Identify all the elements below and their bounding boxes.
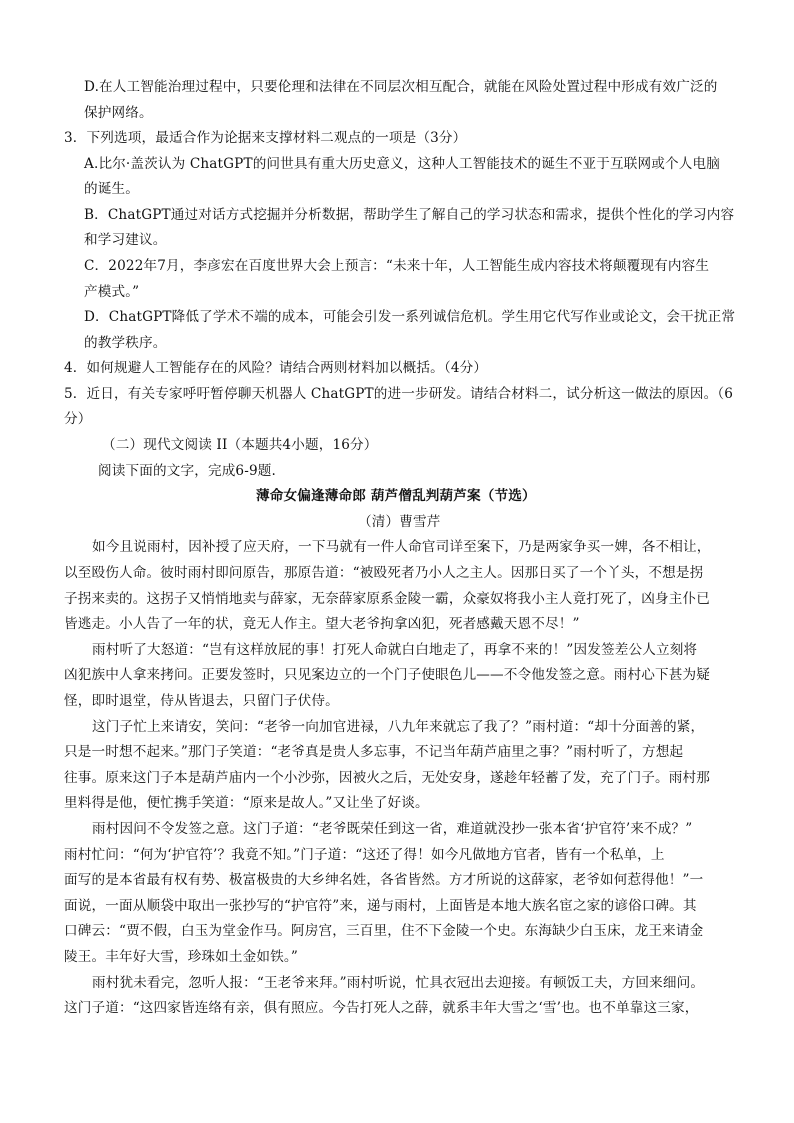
text-line: 雨村忙问：“何为‘护官符’？我竟不知。”门子道：“这还了得！如今凡做地方官者，皆有一个私单，上 [64, 847, 665, 863]
passage-title: 薄命女偏逢薄命郎 葫芦僧乱判葫芦案（节选） [256, 488, 536, 504]
text-line: 凶犯族中人拿来拷问。正要发签时，只见案边立的一个门子使眼色儿——不令他发签之意。雨村心下甚为疑 [64, 667, 710, 683]
text-line: 面说，一面从顺袋中取出一张抄写的“护官符”来，递与雨村，上面皆是本地大族名宦之家的谚俗口碑。其 [64, 898, 697, 914]
text-line: 口碑云：“贾不假，白玉为堂金作马。阿房宫，三百里，住不下金陵一个史。东海缺少白玉床，龙王来请金 [64, 923, 704, 939]
text-line: D.在人工智能治理过程中，只要伦理和法律在不同层次相互配合，就能在风险处置过程中形成有效广泛的 [84, 79, 718, 95]
text-line: 3．下列选项，最适合作为论据来支撑材料二观点的一项是（3分） [64, 130, 467, 146]
text-line: 阅读下面的文字，完成6-9题. [98, 463, 276, 479]
text-line: 以至殴伤人命。彼时雨村即问原告，那原告道：“被殴死者乃小人之主人。因那日买了一个丫头，不想是拐 [64, 565, 704, 581]
text-line: 和学习建议。 [84, 232, 167, 248]
text-line: C．2022年7月，李彦宏在百度世界大会上预言：“未来十年，人工智能生成内容技术将颠覆现有内容生 [84, 258, 710, 274]
text-line: 雨村犹未看完，忽听人报：“王老爷来拜。”雨村听说，忙具衣冠出去迎接。有顿饭工夫，方回来细问。 [92, 975, 705, 991]
text-line: （二）现代文阅读 II（本题共4小题，16分） [102, 437, 378, 453]
text-line: 子拐来卖的。这拐子又悄悄地卖与薛家，无奈薛家原系金陵一霸，众豪奴将我小主人竟打死了，凶身主仆已 [64, 591, 710, 607]
text-line: 皆逃走。小人告了一年的状，竟无人作主。望大老爷拘拿凶犯，死者感戴天恩不尽！” [64, 616, 580, 632]
text-line: 这门子道：“这四家皆连络有亲，俱有照应。今告打死人之薛，就系丰年大雪之‘雪’也。也不单靠这三家， [64, 1000, 699, 1016]
text-line: 的诞生。 [84, 181, 139, 197]
text-line: 5．近日，有关专家呼吁暂停聊天机器人 ChatGPT的进一步研发。请结合材料二，试分析这一做法的原因。（6 [64, 386, 734, 402]
text-line: 雨村听了大怒道：“岂有这样放屁的事！打死人命就白白地走了，再拿不来的！”因发签差公人立刻将 [92, 642, 698, 658]
text-line: 怪，即时退堂，侍从皆退去，只留门子伏侍。 [64, 693, 339, 709]
text-line: 陵王。丰年好大雪，珍珠如土金如铁。” [64, 949, 298, 965]
text-line: 只是一时想不起来。”那门子笑道：“老爷真是贵人多忘事，不记当年葫芦庙里之事？”雨村听了，方想起 [64, 744, 684, 760]
text-line: 里料得是他，便忙携手笑道：“原来是故人。”又让坐了好谈。 [64, 795, 429, 811]
text-line: 分） [64, 411, 92, 427]
text-line: （清）曹雪芹 [358, 514, 441, 530]
text-line: 产模式。” [84, 284, 140, 300]
text-line: 保护网络。 [84, 105, 153, 121]
text-line: 往事。原来这门子本是葫芦庙内一个小沙弥，因被火之后，无处安身，遂趁年轻蓄了发，充了门子。雨村那 [64, 770, 710, 786]
text-line: 雨村因问不令发签之意。这门子道：“老爷既荣任到这一省，难道就没抄一张本省‘护官符’来不成？” [92, 821, 693, 837]
text-line: B．ChatGPT通过对话方式挖掘并分析数据，帮助学生了解自己的学习状态和需求，提供个性化的学习内容 [84, 207, 735, 223]
text-line: D．ChatGPT降低了学术不端的成本，可能会引发一系列诚信危机。学生用它代写作业或论文，会干扰正常 [84, 309, 736, 325]
text-line: 如今且说雨村，因补授了应天府，一下马就有一件人命官司详至案下，乃是两家争买一婢，各不相让， [92, 539, 711, 555]
text-line: 4．如何规避人工智能存在的风险？请结合两则材料加以概括。（4分） [64, 360, 488, 376]
text-line: 面写的是本省最有权有势、极富极贵的大乡绅名姓，各省皆然。方才所说的这薛家，老爷如何惹得他！”一 [64, 872, 704, 888]
text-line: 的教学秩序。 [84, 335, 167, 351]
text-line: A.比尔·盖茨认为 ChatGPT的问世具有重大历史意义，这种人工智能技术的诞生不亚于互联网或个人电脑 [84, 156, 720, 172]
text-line: 这门子忙上来请安，笑问：“老爷一向加官进禄，八九年来就忘了我了？”雨村道：“却十分面善的紧， [92, 719, 705, 735]
